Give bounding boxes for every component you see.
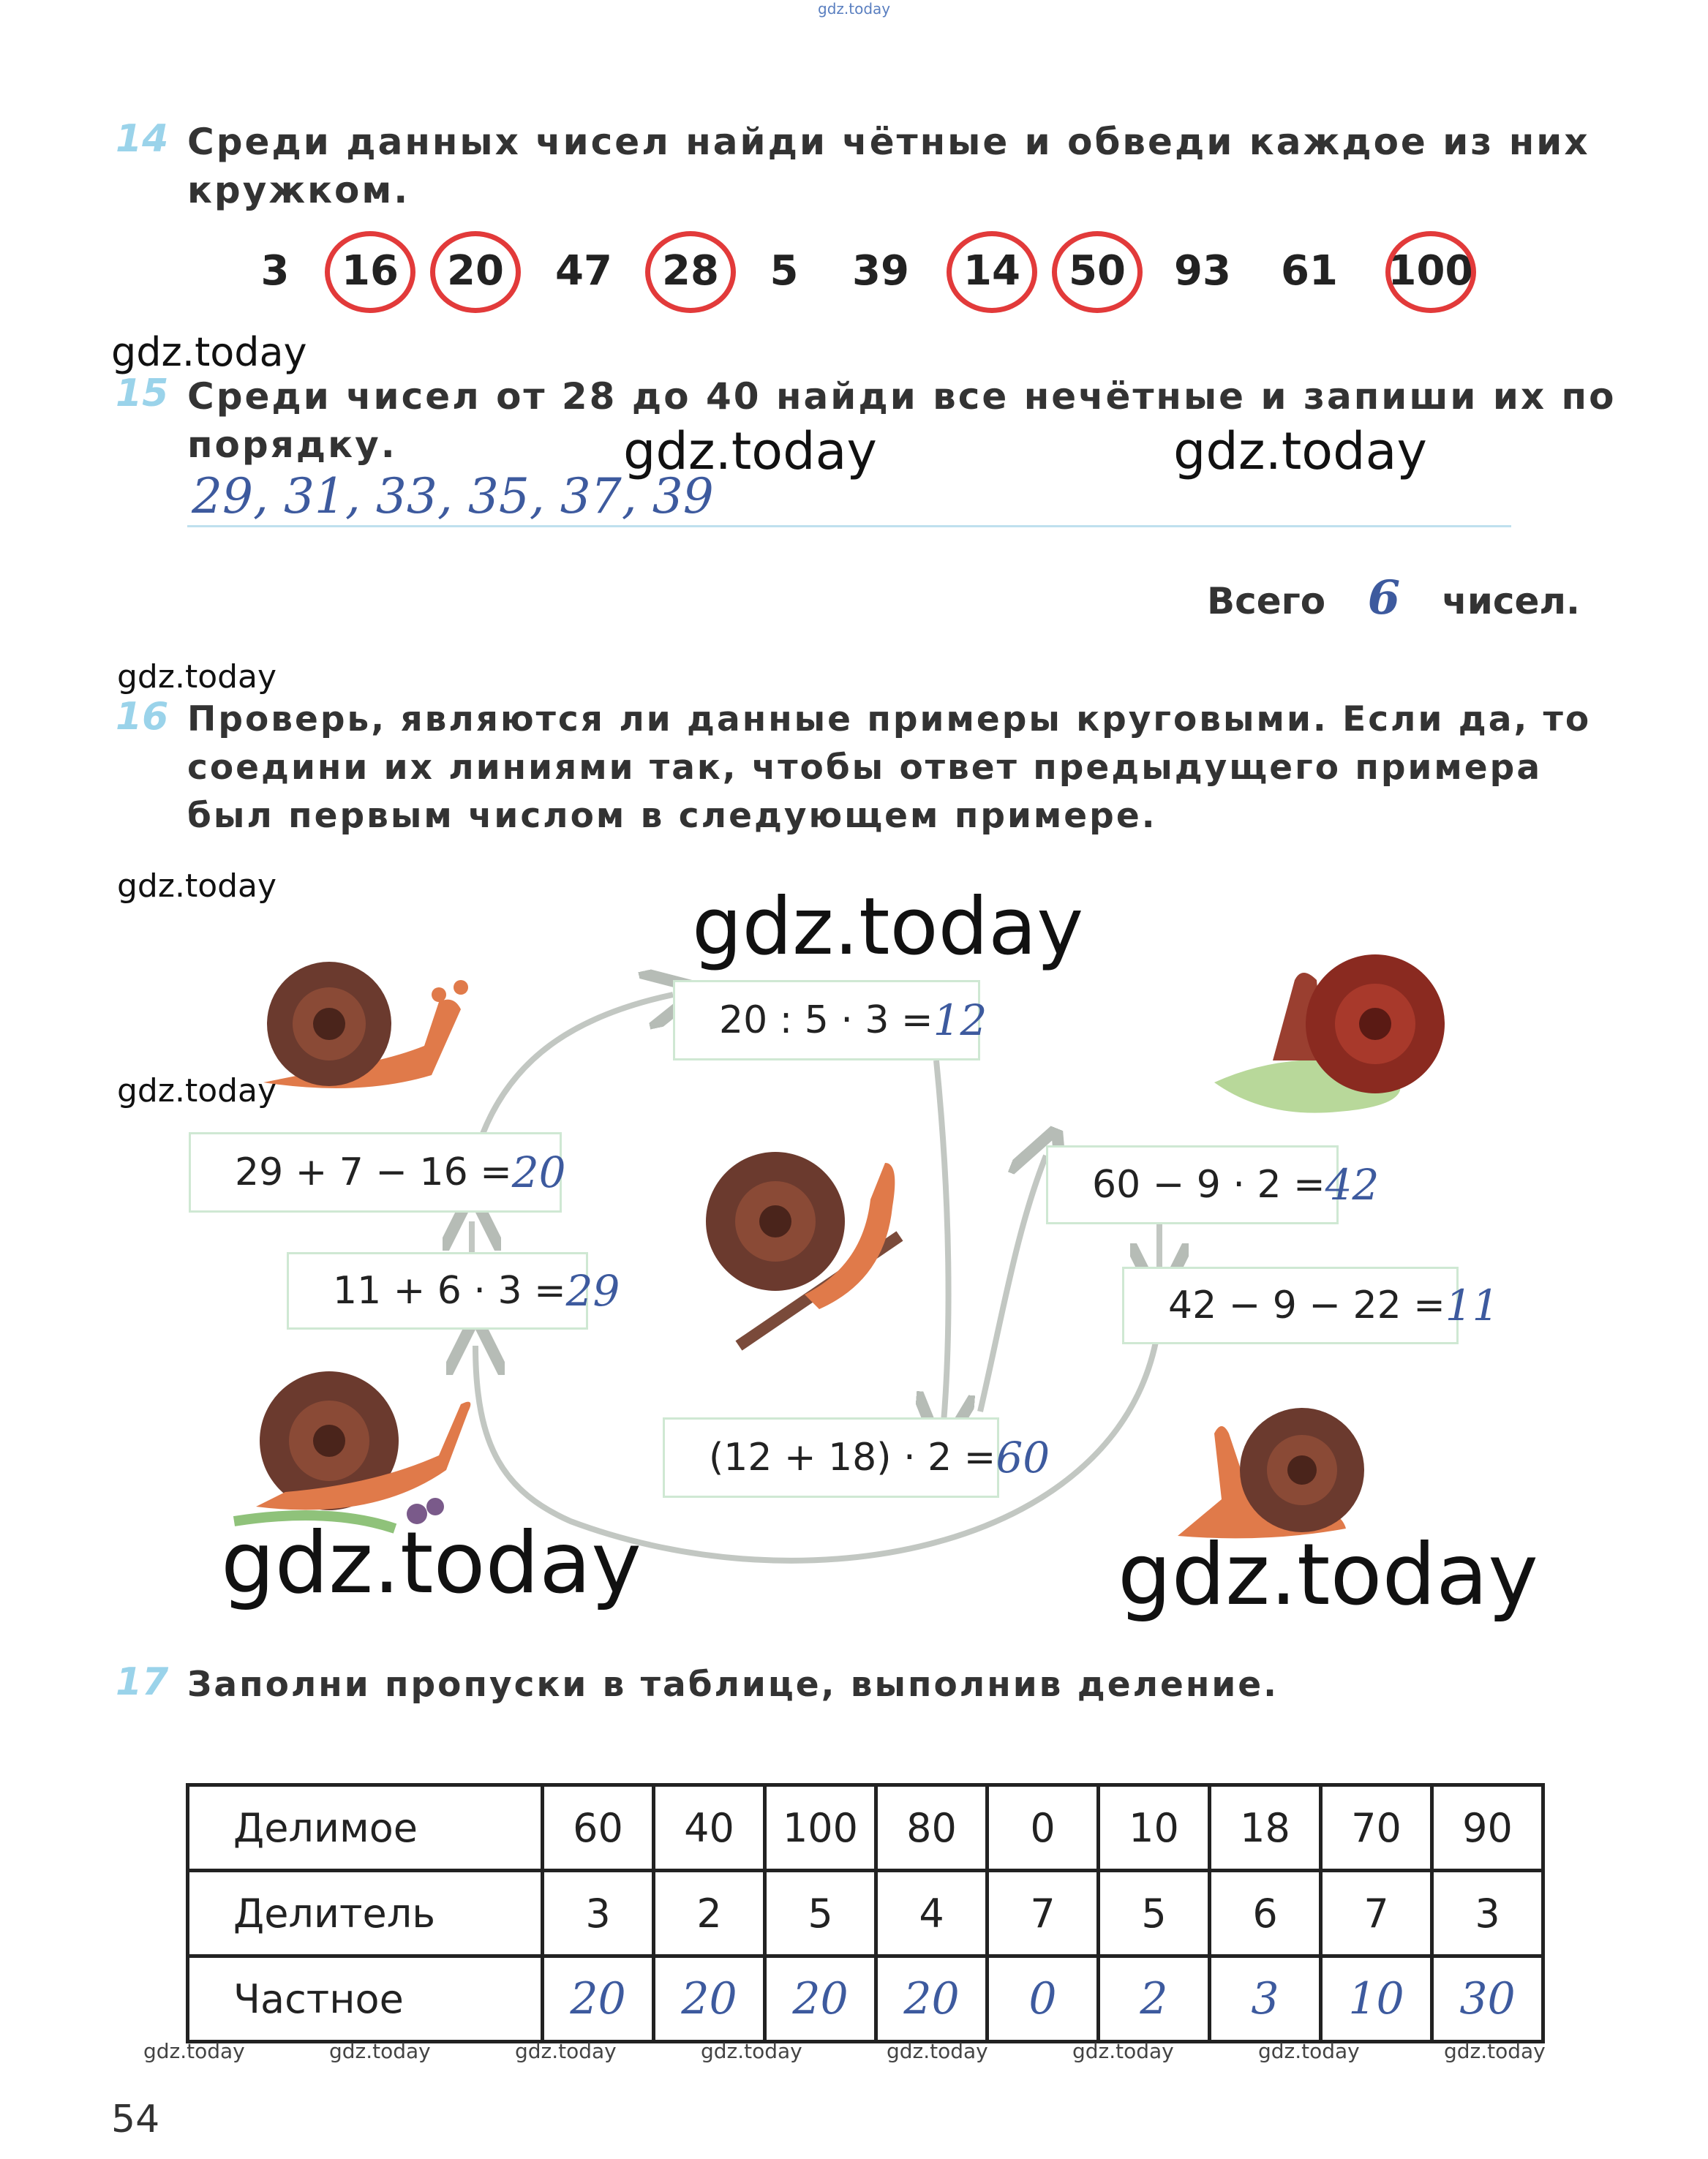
number-item: 100 — [1388, 247, 1474, 295]
snail-illustration — [1207, 936, 1456, 1126]
number-item: 16 — [342, 247, 399, 295]
watermark: gdz.today — [329, 2039, 431, 2063]
table-cell: 60 — [543, 1785, 654, 1871]
table-row — [188, 1956, 1543, 2042]
table-cell: 100 — [765, 1785, 876, 1871]
watermark: gdz.today — [111, 329, 307, 375]
number-item: 39 — [852, 247, 909, 295]
task-14-number: 14 — [116, 117, 169, 161]
watermark: gdz.today — [515, 2039, 617, 2063]
number-item: 93 — [1174, 247, 1231, 295]
table-cell: 2 — [1099, 1956, 1210, 2042]
snail-illustration — [695, 1134, 929, 1353]
table-cell: 5 — [765, 1871, 876, 1956]
watermark: gdz.today — [1444, 2039, 1546, 2063]
total-value: 6 — [1367, 570, 1401, 625]
table-cell: 18 — [1210, 1785, 1321, 1871]
table-cell: 0 — [987, 1785, 1099, 1871]
table-row — [188, 1871, 1543, 1956]
snail-illustration — [227, 1360, 483, 1536]
equation-answer: 11 — [1445, 1281, 1500, 1330]
table-cell: 20 — [765, 1956, 876, 2042]
equation-answer: 42 — [1325, 1160, 1380, 1210]
equation-box — [673, 980, 987, 1060]
number-item: 14 — [963, 247, 1020, 295]
division-table — [186, 1783, 1545, 2043]
watermark: gdz.today — [692, 881, 1084, 973]
task-17-text: Заполни пропуски в таблице, выполнив деление. — [187, 1665, 1279, 1705]
equation-box — [663, 1417, 1050, 1498]
table-cell: 20 — [876, 1956, 987, 2042]
number-item: 47 — [555, 247, 612, 295]
equation-box — [1122, 1267, 1500, 1344]
table-cell: 6 — [1210, 1871, 1321, 1956]
watermark: gdz.today — [701, 2039, 802, 2063]
equation-expression: 42 − 9 − 22 = — [1168, 1284, 1445, 1327]
equation-expression: 20 : 5 · 3 = — [719, 998, 933, 1042]
task-15-text-line1: Среди чисел от 28 до 40 найди все нечётные и запиши их по — [187, 375, 1617, 418]
table-cell: 10 — [1099, 1785, 1210, 1871]
task-16-number: 16 — [116, 695, 169, 739]
table-cell: 3 — [1210, 1956, 1321, 2042]
table-row — [188, 1785, 1543, 1871]
total-suffix: чисел. — [1442, 580, 1581, 622]
table-cell: 3 — [1432, 1871, 1543, 1956]
watermark: gdz.today — [887, 2039, 988, 2063]
equation-expression: 11 + 6 · 3 = — [333, 1269, 566, 1313]
task-15-number: 15 — [116, 372, 169, 415]
watermark: gdz.today — [623, 421, 877, 481]
table-cell: 90 — [1432, 1785, 1543, 1871]
watermark: gdz.today — [1258, 2039, 1360, 2063]
task-16-text-line1: Проверь, являются ли данные примеры круговыми. Если да, то — [187, 699, 1592, 739]
equation-expression: 29 + 7 − 16 = — [235, 1150, 512, 1194]
equation-box — [189, 1132, 566, 1213]
page-number: 54 — [111, 2098, 160, 2141]
equation-expression: 60 − 9 · 2 = — [1092, 1163, 1325, 1207]
table-cell: 2 — [654, 1871, 765, 1956]
task-15-answer: 29, 31, 33, 35, 37, 39 — [192, 468, 714, 524]
watermark: gdz.today — [1118, 1526, 1538, 1624]
equation-answer: 12 — [933, 995, 987, 1045]
number-item: 20 — [447, 247, 504, 295]
table-cell: 30 — [1432, 1956, 1543, 2042]
table-cell: 20 — [654, 1956, 765, 2042]
total-label: Всего — [1207, 580, 1326, 622]
arrow-1 — [483, 995, 673, 1134]
arrow-3 — [980, 1156, 1046, 1412]
number-item: 50 — [1069, 247, 1126, 295]
table-cell: 3 — [543, 1871, 654, 1956]
number-item: 3 — [260, 247, 290, 295]
equation-box — [287, 1252, 620, 1330]
equation-box — [1046, 1145, 1380, 1224]
equation-answer: 60 — [996, 1433, 1050, 1482]
number-item: 5 — [770, 247, 799, 295]
row-label: Делитель — [188, 1871, 543, 1956]
watermark: gdz.today — [117, 1072, 277, 1109]
watermark: gdz.today — [117, 867, 277, 905]
table-cell: 40 — [654, 1785, 765, 1871]
number-item: 28 — [662, 247, 719, 295]
equation-answer: 29 — [565, 1266, 620, 1316]
row-label: Делимое — [188, 1785, 543, 1871]
task-16-text-line3: был первым числом в следующем примере. — [187, 796, 1157, 836]
watermark: gdz.today — [117, 658, 277, 696]
task-14-text-line2: кружком. — [187, 169, 410, 211]
table-cell: 7 — [987, 1871, 1099, 1956]
equation-answer: 20 — [511, 1148, 566, 1197]
watermark: gdz.today — [1173, 421, 1427, 481]
row-label: Частное — [188, 1956, 543, 2042]
number-item: 61 — [1281, 247, 1338, 295]
equation-expression: (12 + 18) · 2 = — [709, 1436, 996, 1480]
table-cell: 0 — [987, 1956, 1099, 2042]
table-cell: 7 — [1321, 1871, 1432, 1956]
table-cell: 70 — [1321, 1785, 1432, 1871]
watermark: gdz.today — [221, 1514, 642, 1613]
task-17-number: 17 — [116, 1660, 169, 1704]
table-cell: 10 — [1321, 1956, 1432, 2042]
table-cell: 80 — [876, 1785, 987, 1871]
arrow-2 — [936, 1060, 949, 1423]
task-14-text-line1: Среди данных чисел найди чётные и обведи каждое из них — [187, 121, 1590, 163]
table-cell: 5 — [1099, 1871, 1210, 1956]
watermark: gdz.today — [143, 2039, 245, 2063]
watermark: gdz.today — [1072, 2039, 1174, 2063]
table-cell: 20 — [543, 1956, 654, 2042]
task-15-text-line2: порядку. — [187, 423, 397, 466]
task-16-text-line2: соедини их линиями так, чтобы ответ предыдущего примера — [187, 747, 1543, 788]
header-watermark: gdz.today — [818, 0, 891, 18]
table-cell: 4 — [876, 1871, 987, 1956]
